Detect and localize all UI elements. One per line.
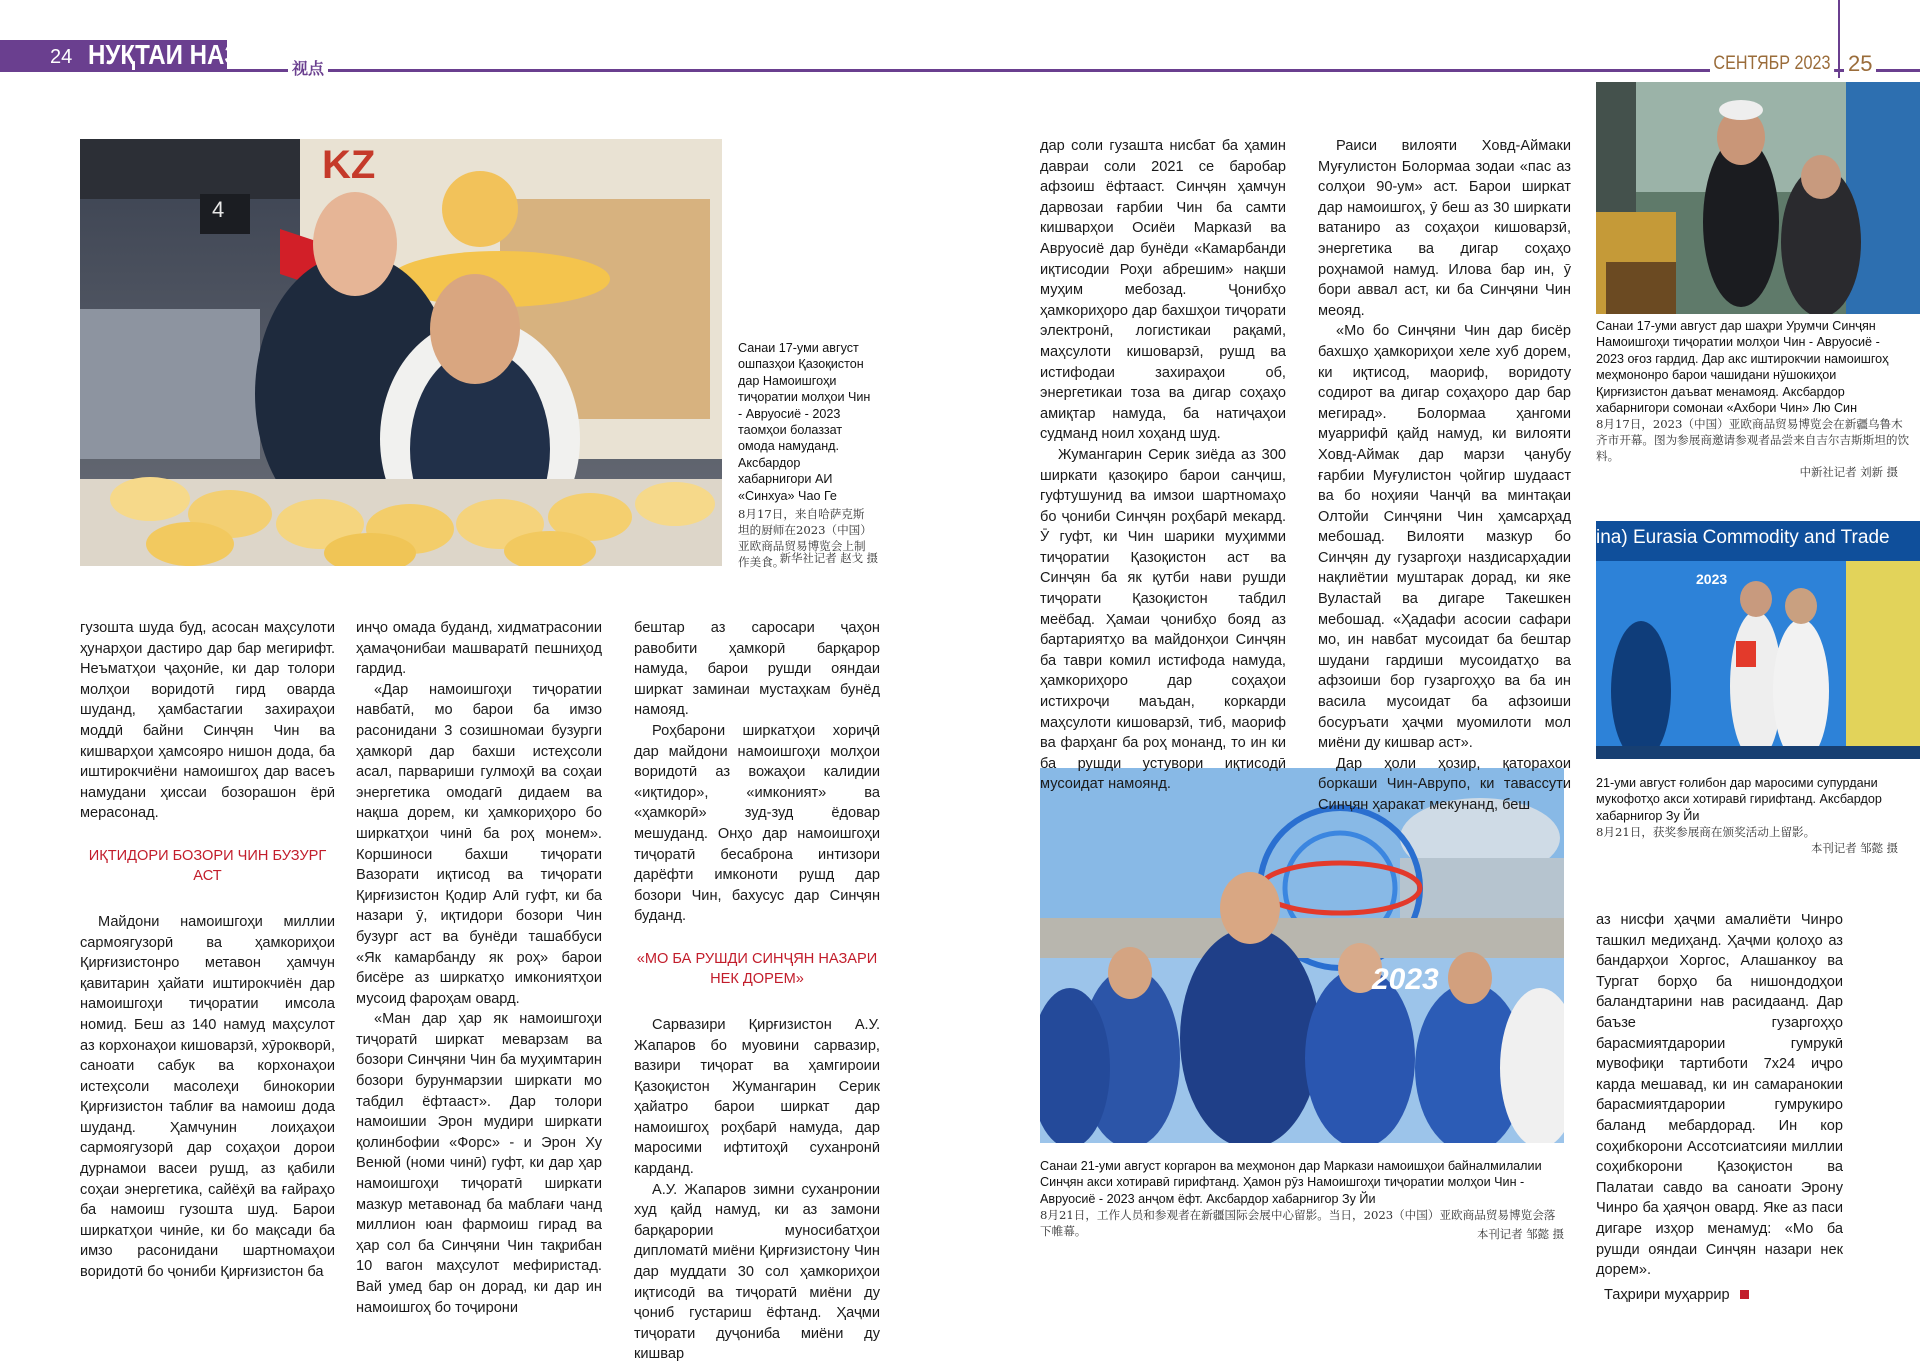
article-paragraph: Раиси вилояти Ховд-Аймаки Муғулистон Болормаа зодаи «пас аз солҳои 90-ум» аст. Барои ширкат дар намоишгоҳ, ӯ беш аз 30 ширкати ватаниро аз соҳаҳои кишоварзӣ, энергетика ва дигар соҳаҳо роҳнамоӣ намуд. Илова бар ин, ӯ бори аввал аст, ки ба Синҷяни Чин меояд. — [1318, 138, 1571, 319]
award-caption — [1596, 775, 1910, 857]
article-column-4 — [1040, 136, 1286, 795]
section-title-cn: 视点 — [288, 58, 328, 80]
award-photo — [1596, 521, 1920, 759]
article-paragraph: А.У. Жапаров зимни суханронии худ қайд намуд, ки аз замони барқарории муносибатҳои дипломатӣ миёни Қирғизистону Чин дар муддати 30 сол ҳамкориҳои иқтисодӣ ва тиҷоратӣ миёни ду ҷониб густариш ёфтанд. Ҳаҷми тиҷорати дуҷониба миёни ду кишвар — [634, 1181, 880, 1363]
editor-signature — [1596, 1285, 1843, 1306]
article-paragraph: дар соли гузашта нисбат ба ҳамин давраи соли 2021 се баробар афзоиш ёфтааст. Синҷян ҳамчун дарвозаи ғарбии Чин ба самти кишварҳои Осиёи Марказӣ ва Авруосиё дар бунёди «Камарбанди иқтисодии Роҳи абрешим» нақши муҳим мебозад. Ҷонибҳо ҳамкориҳоро дар бахшҳои тиҷорати электронӣ, логистикаи рақамӣ, маҳсулоти кишоварзӣ, рушд ва истифодаи захираҳои об, энергетикаи тоза ва дигар соҳаҳо амиқтар намуда, ба натиҷаҳои судманд ноил хоҳанд шуд. — [1040, 138, 1286, 443]
article-paragraph: Майдони намоишгоҳи миллии сармоягузорӣ ва ҳамкориҳои Қирғизистонро метавон ҳамчун қавитарин ҳайати иштирокчиён дар намоишгоҳи тиҷоратии имсола номид. Беш аз 140 намуд маҳсулот аз корхонаҳои кишоварзӣ, хӯрокворӣ, саноати сабук ва корхонаҳои истеҳсоли масолеҳи бинокории Қирғизистон таблиғ ва намоиш дода шуданд. Ҳамчунин лоиҳаҳои сармоягузорӣ дар соҳаҳои дорои дурнамои васеи рушд, аз қабили соҳаи энергетика, сайёҳӣ ва ғайраҳо ба намоиш гузошта шуд. Барои ширкатҳои чинӣе, ки бо мақсади ба имзо расонидани шартномаҳои воридотӣ бо ҷониби Қирғизистон ба — [80, 913, 335, 1281]
article-paragraph: «Ман дар ҳар як намоишгоҳи тиҷоратӣ ширкат меварзам ва бозори Синҷяни Чин ба муҳимтарин бозори бурунмарзии ширкати мо табдил ёфтааст». Дар толори намоишии Эрон мудири ширкати қолинбофии «Форс» - и Эрон Ху Венюй (номи чинӣ) гуфт, ки дар ҳар намоишгоҳи тиҷоратӣ ширкати мазкур метавонад ба маблағи чанд миллион юан фармоиш гирад ва ҳар сол ба Синҷяни Чин тақрибан 10 вагон маҳсулот мефиристад. Вай умед бар он дорад, ки дар ин намоишгоҳ бо тоҷирони — [356, 1011, 602, 1316]
chefs-caption — [738, 340, 876, 570]
article-paragraph: Жумангарин Серик зиёда аз 300 ширкати қазоқиро барои санҷиш, гуфтушунид ва имзои шартномаҳо бо ҷониби Синҷян роҳбарӣ мекард. Ӯ гуфт, ки Чин шарики муҳимми тиҷоратии Қазоқистон аст ва Синҷян ба як қутби нави рушди тиҷорати Қазоқистон табдил меёбад. Ҳамаи ҷонибҳо бояд аз бартариятҳо ва майдонҳои Синҷян ба таври комил истифода намуда, ҳамкориҳоро дар соҳаҳои истихроҷи маъдан, коркарди маҳсулоти кишоварзӣ, тиб, маориф ва фарҳанг ба роҳ монанд, то ин ки ба рушди устувори иқтисодӣ мусоидат намоянд. — [1040, 446, 1286, 793]
article-paragraph: «Мо бо Синҷяни Чин дар бисёр бахшҳо ҳамкориҳои хеле хуб дорем, ки иқтисод, маориф, воридоту содирот ва дигар соҳаҳоро дар бар мегирад». Болормаа ҳангоми муаррифӣ қайд намуд, ки вилояти Ховд-Аймак дар марзи ҷанубу ғарбии Муғулистон ҷойгир шудааст ва бо ноҳияи Чанҷӣ ва минтақаи Олтойи Синҷяни Чин ҳамсарҳад мебошад. Вилояти мазкур бо Синҷян ду гузаргоҳи наздисарҳадии нақлиётии муштарак дорад, ки яке Вуластай ва дигаре Такешкен мебошад. «Ҳадафи асосии сафари мо, ин навбат мусоидат ба бештар шудани гардиши мусоидатҳо ва афзоиши бор гузаргоҳҳо ва ба ин васила мусоидат ба афзоиши босуръати ҳаҷми муомилоти мол миёни ду кишвар аст». — [1318, 323, 1571, 752]
selfie-caption-credit-wrap — [1370, 1226, 1564, 1242]
article-paragraph: инҷо омада буданд, хидматрасонии ҳамаҷонибаи машваратӣ пешниҳод гардид. — [356, 620, 602, 678]
chefs-photo — [80, 139, 722, 566]
page-number-left: 24 — [50, 46, 73, 68]
award-banner-text: ina) Eurasia Commodity and Trade — [1596, 527, 1890, 548]
award-caption-cn: 8月21日，获奖参展商在颁奖活动上留影。 — [1596, 825, 1816, 840]
award-caption-text: 21-уми август ғолибон дар маросими супурдани мукофотҳо акси хотиравӣ гирифтанд. Аксбардор хабарнигор Зу Йи — [1596, 776, 1882, 823]
section-title: НУҚТАИ НАЗАР — [88, 39, 273, 70]
article-paragraph: Сарвазири Қирғизистон А.У. Жапаров бо муовини сарвазир, вазири тиҷорат ва ҳамгироии Қазоқистон Жумангарин Серик ҳайатро барои ширкат дар намоишгоҳ роҳбарӣ намуда, дар маросими ифтитоҳӣ суханронӣ карданд. — [634, 1016, 880, 1178]
urumqi-caption-text: Санаи 17-уми август дар шаҳри Урумчи Синҷян Намоишгоҳи тиҷоратии молҳои Чин - Авруосиё - 2023 оғоз гардид. Дар акс иштирокчии намоишгоҳ меҳмононро барои чашидани нӯшокиҳои Қирғизистон даъват менамояд. Аксбардор хабарнигори сомонаи «Ахбори Чин» Лю Син — [1596, 319, 1889, 416]
page-number-right: 25 — [1844, 50, 1876, 78]
chefs-hall-number: 4 — [212, 197, 225, 222]
end-mark-icon — [1740, 1290, 1749, 1299]
article-column-3 — [634, 618, 880, 1365]
article-column-6 — [1596, 910, 1843, 1305]
article-paragraph: гузошта шуда буд, асосан маҳсулоти ҳунарҳои дастиро дар бар мегирифт. Неъматҳои ҷаҳонӣе, ки дар толори молҳои воридотӣ гирд оварда шуданд, ҳамбастагии захираҳои моддӣ байни Синҷян Чин ва кишварҳои ҳамсояро нишон дода, ба иштирокчиёни намоишгоҳ дар васеъ намудани ҳиссаи бозорашон ёрӣ мерасонад. — [80, 620, 335, 822]
article-column-2 — [356, 618, 602, 1318]
selfie-caption-credit: 本刊记者 邹懿 摄 — [1477, 1227, 1564, 1241]
award-caption-credit: 本刊记者 邹懿 摄 — [1811, 841, 1898, 856]
article-column-5 — [1318, 136, 1571, 816]
selfie-caption-text: Санаи 21-уми август коргарон ва меҳмонон дар Маркази намоишҳои байналмилалии Синҷян акси хотиравӣ гирифтанд. Ҳамон рӯз Намоишгоҳи тиҷоратии молҳои Чин - Авруосиё - 2023 анҷом ёфт. Аксбардор хабарнигор Зу Йи — [1040, 1159, 1542, 1206]
header-vertical-rule — [1838, 0, 1840, 78]
article-paragraph: бештар аз саросари ҷаҳон равобити ҳамкорӣ барқарор намуда, барои рушди ояндаи ширкат заминаи мустаҳкам бунёд намояд. — [634, 620, 880, 719]
chefs-caption-credit-wrap — [738, 550, 878, 566]
signature-text: Таҳрири муҳаррир — [1604, 1286, 1730, 1303]
selfie-arch-year: 2023 — [1372, 963, 1439, 996]
subheading-xinjiang: «МО БА РУШДИ СИНҶЯН НАЗАРИ НЕК ДОРЕМ» — [636, 950, 878, 987]
selfie-photo — [1040, 768, 1564, 1143]
chefs-caption-credit: 新华社记者 赵戈 摄 — [779, 551, 878, 565]
article-column-1 — [80, 618, 335, 1283]
chefs-caption-text: Санаи 17-уми август ошпазҳои Қазоқистон дар Намоишгоҳи тиҷоратии молҳои Чин - Авруосиё - 2023 таомҳои болаззат омода намуданд. Аксбардор хабарнигори АИ «Синхуа» Чао Ге — [738, 341, 871, 503]
article-paragraph: аз нисфи ҳаҷми амалиёти Чинро ташкил медиҳанд. Ҳаҷми қолоҳо аз бандарҳои Хоргос, Алашанкоу ва Тургат борҳо ба нишондодҳои баландтарини нав расидаанд. Дар баъзе гузаргоҳҳо барасмиятдарории гумрукӣ мувофиқи тартиботи 7х24 иҷро карда мешавад, ки ин самаранокии барасмиятдарории гумрукиро баланд мебардорад. Ин кор соҳибкорони Ассотсиатсияи миллии соҳибкорони Қазоқистон ва Палатаи савдо ва саноати Эрону Чинро ба ҳаяҷон овард. Яке аз паси дигаре изҳор менамуд: «Мо ба рушди ояндаи Синҷян назари нек дорем». — [1596, 912, 1843, 1279]
award-year: 2023 — [1696, 571, 1728, 587]
chefs-caption-cn: 8月17日，来自哈萨克斯坦的厨师在2023（中国）亚欧商品贸易博览会上制作美食。 — [738, 507, 872, 570]
selfie-caption-cn: 8月21日，工作人员和参观者在新疆国际会展中心留影。当日，2023（中国）亚欧商品贸易博览会落下帷幕。 — [1040, 1208, 1556, 1239]
urumqi-photo — [1596, 82, 1920, 314]
article-paragraph: Роҳбарони ширкатҳои хориҷӣ дар майдони намоишгоҳи молҳои воридотӣ аз вожаҳои калидии «иқтидор», «имконият» ва «ҳамкорӣ» зуд-зуд ёдовар мешуданд. Онҳо дар намоишгоҳи тиҷоратӣ бесаброна интизори дарёфти имконоти рушд дар бозори Чин, бахусус дар Синҷян буданд. — [634, 722, 880, 925]
chefs-sign-text: KZ — [322, 143, 376, 187]
urumqi-caption-cn: 8月17日，2023（中国）亚欧商品贸易博览会在新疆乌鲁木齐市开幕。图为参展商邀请参观者品尝来自吉尔吉斯斯坦的饮料。 — [1596, 417, 1910, 464]
urumqi-caption-credit: 中新社记者 刘新 摄 — [1799, 465, 1898, 480]
urumqi-caption — [1596, 318, 1910, 481]
header-month: СЕНТЯБР 2023 — [1710, 52, 1834, 76]
subheading-market: ИҚТИДОРИ БОЗОРИ ЧИН БУЗУРГ АСТ — [88, 847, 327, 884]
article-paragraph: «Дар намоишгоҳи тиҷоратии навбатӣ, мо барои ба имзо расонидани 3 созишномаи бузурги ҳамкорӣ дар бахши истеҳсоли асал, парвариши гулмоҳӣ ва соҳаи энергетика омодагӣ дидаем ва нақша дорем, ки ҳамкориҳоро бо ширкатҳои чинӣ ба роҳ монем». Коршиноси бахши тиҷорати Вазорати иқтисод ва тиҷорати Қирғизистон Қодир Алӣ гуфт, ки ба назари ӯ, иқтидори бозори Чин бузург аст ва бунёди ташаббуси «Як камарбанду як роҳ» барои бисёре аз ширкатҳо имкониятҳои мусоид фароҳам овард. — [356, 681, 602, 1007]
article-paragraph: Дар ҳоли ҳозир, қаторахои боркаши Чин-Аврупо, ки тавассути Синҷян ҳаракат мекунанд, беш — [1318, 755, 1571, 813]
